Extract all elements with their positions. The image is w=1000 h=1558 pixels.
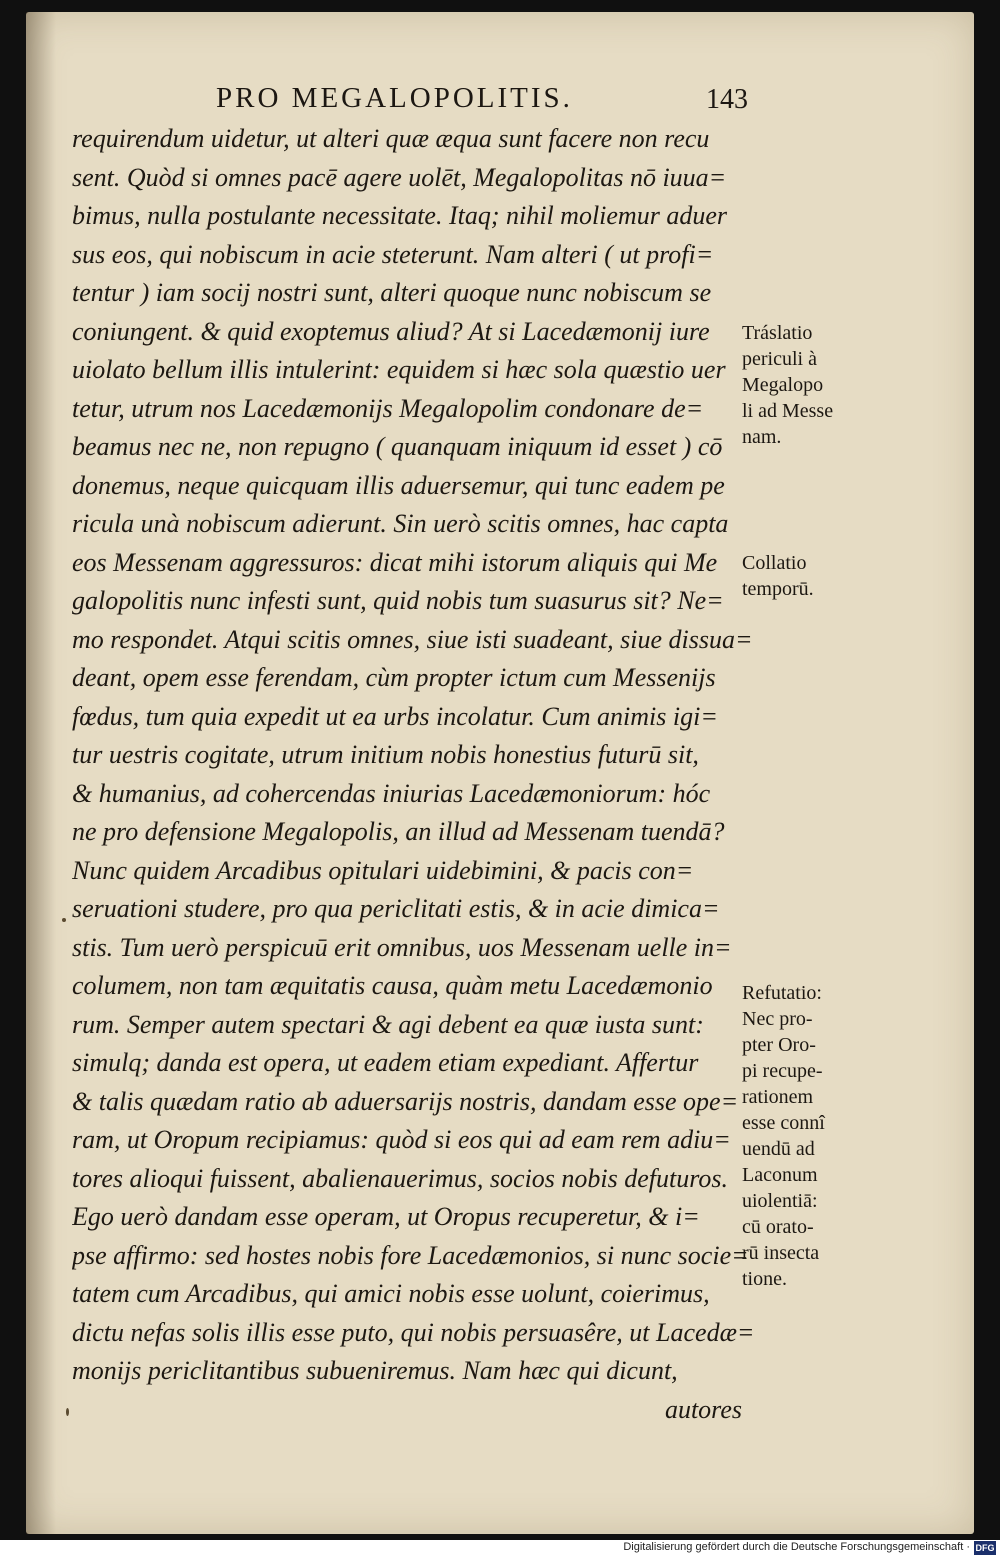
text-line: ram, ut Oropum recipiamus: quòd si eos qui ad eam rem adiu= <box>72 1125 731 1154</box>
text-line: seruationi studere, pro qua periclitati estis, & in acie dimica= <box>72 894 720 923</box>
margin-note-line: pi recupe- <box>742 1060 823 1082</box>
page-number: 143 <box>706 84 748 115</box>
margin-note-line: rū insecta <box>742 1242 820 1264</box>
margin-note-line: Refutatio: <box>742 982 822 1004</box>
text-line: sent. Quòd si omnes pacē agere uolēt, Megalopolitas nō iuua= <box>72 162 727 192</box>
text-line: & humanius, ad cohercendas iniurias Lacedæmoniorum: hóc <box>72 778 711 808</box>
text-line: stis. Tum uerò perspicuū erit omnibus, uos Messenam uelle in= <box>72 932 732 962</box>
running-title: PRO MEGALOPOLITIS. <box>216 82 573 114</box>
margin-note-2 <box>742 550 892 602</box>
text-line: coniungent. & quid exoptemus aliud? At si Lacedæmonij iure <box>72 316 710 346</box>
margin-note-line: periculi à <box>742 348 817 370</box>
text-line: simulq; danda est opera, ut eadem etiam expediant. Affertur <box>72 1048 699 1077</box>
margin-note-line: Nec pro- <box>742 1008 813 1030</box>
text-line: columem, non tam æquitatis causa, quàm metu Lacedæmonio <box>72 971 713 1000</box>
text-line: requirendum uidetur, ut alteri quæ æqua sunt facere non recu <box>72 124 710 153</box>
text-line: ne pro defensione Megalopolis, an illud ad Messenam tuendā? <box>72 817 725 846</box>
text-line: galopolitis nunc infesti sunt, quid nobis tum suasurus sit? Ne= <box>72 586 724 615</box>
text-line: ricula unà nobiscum adierunt. Sin uerò scitis omnes, hac capta <box>72 509 729 538</box>
text-line: tores alioqui fuissent, abalienauerimus, socios nobis defuturos. <box>72 1163 729 1193</box>
text-line: dictu nefas solis illis esse puto, qui nobis persuasêre, ut Lacedæ= <box>72 1317 755 1347</box>
text-line: tetur, utrum nos Lacedæmonijs Megalopolim condonare de= <box>72 393 704 423</box>
margin-note-line: Collatio <box>742 552 807 574</box>
text-line: donemus, neque quicquam illis aduersemur, qui tunc eadem pe <box>72 470 725 500</box>
margin-note-line: uendū ad <box>742 1138 815 1160</box>
text-line: beamus nec ne, non repugno ( quanquam iniquum id esset ) cō <box>72 432 723 461</box>
margin-note-line: pter Oro- <box>742 1034 816 1056</box>
text-line: tur uestris cogitate, utrum initium nobis honestius futurū sit, <box>72 740 699 769</box>
margin-note-line: esse connî <box>742 1112 825 1134</box>
text-line: mo respondet. Atqui scitis omnes, siue isti suadeant, siue dissua= <box>72 624 753 654</box>
text-line: & talis quædam ratio ab aduersarijs nostris, dandam esse ope= <box>72 1086 739 1116</box>
margin-note-line: Tráslatio <box>742 322 813 344</box>
book-page <box>26 12 974 1534</box>
footer-credit: Digitalisierung gefördert durch die Deutsche Forschungsgemeinschaft · <box>623 1541 970 1553</box>
margin-note-line: Megalopo <box>742 374 824 396</box>
text-line: uiolato bellum illis intulerint: equidem si hæc sola quæstio uer <box>72 355 726 384</box>
text-line: bimus, nulla postulante necessitate. Itaq; nihil moliemur aduer <box>72 201 727 230</box>
margin-note-line: cū orato- <box>742 1216 814 1238</box>
text-line: tentur ) iam socij nostri sunt, alteri quoque nunc nobiscum se <box>72 278 712 307</box>
dfg-logo: DFG <box>975 1543 995 1553</box>
margin-note-3 <box>742 980 892 1292</box>
text-line: rum. Semper autem spectari & agi debent ea quæ iusta sunt: <box>72 1009 704 1039</box>
text-line: fœdus, tum quia expedit ut ea urbs incolatur. Cum animis igi= <box>72 701 718 731</box>
main-text-block <box>72 120 792 1429</box>
text-line: Nunc quidem Arcadibus opitulari uidebimini, & pacis con= <box>72 855 694 885</box>
ink-speck <box>66 1408 69 1416</box>
margin-note-line: Laconum <box>742 1164 818 1186</box>
text-line: tatem cum Arcadibus, qui amici nobis esse uolunt, coierimus, <box>72 1279 710 1308</box>
margin-note-line: temporū. <box>742 578 814 600</box>
catchword: autores <box>664 1394 742 1424</box>
text-line: monijs periclitantibus subueniremus. Nam hæc qui dicunt, <box>72 1356 678 1385</box>
text-line: Ego uerò dandam esse operam, ut Oropus recuperetur, & i= <box>72 1202 700 1231</box>
margin-note-line: uiolentiā: <box>742 1190 818 1212</box>
margin-note-line: rationem <box>742 1086 814 1108</box>
margin-note-line: tione. <box>742 1268 787 1290</box>
ink-speck <box>62 918 66 922</box>
text-line: sus eos, qui nobiscum in acie steterunt. Nam alteri ( ut profi= <box>72 239 714 269</box>
text-line: pse affirmo: sed hostes nobis fore Lacedæmonios, si nunc socie= <box>72 1240 749 1270</box>
margin-note-line: li ad Messe <box>742 400 834 422</box>
text-line: eos Messenam aggressuros: dicat mihi istorum aliquis qui Me <box>72 547 718 577</box>
text-line: deant, opem esse ferendam, cùm propter ictum cum Messenijs <box>72 663 716 692</box>
gutter-shadow <box>26 12 56 1534</box>
margin-note-1 <box>742 320 892 450</box>
margin-note-line: nam. <box>742 426 782 448</box>
